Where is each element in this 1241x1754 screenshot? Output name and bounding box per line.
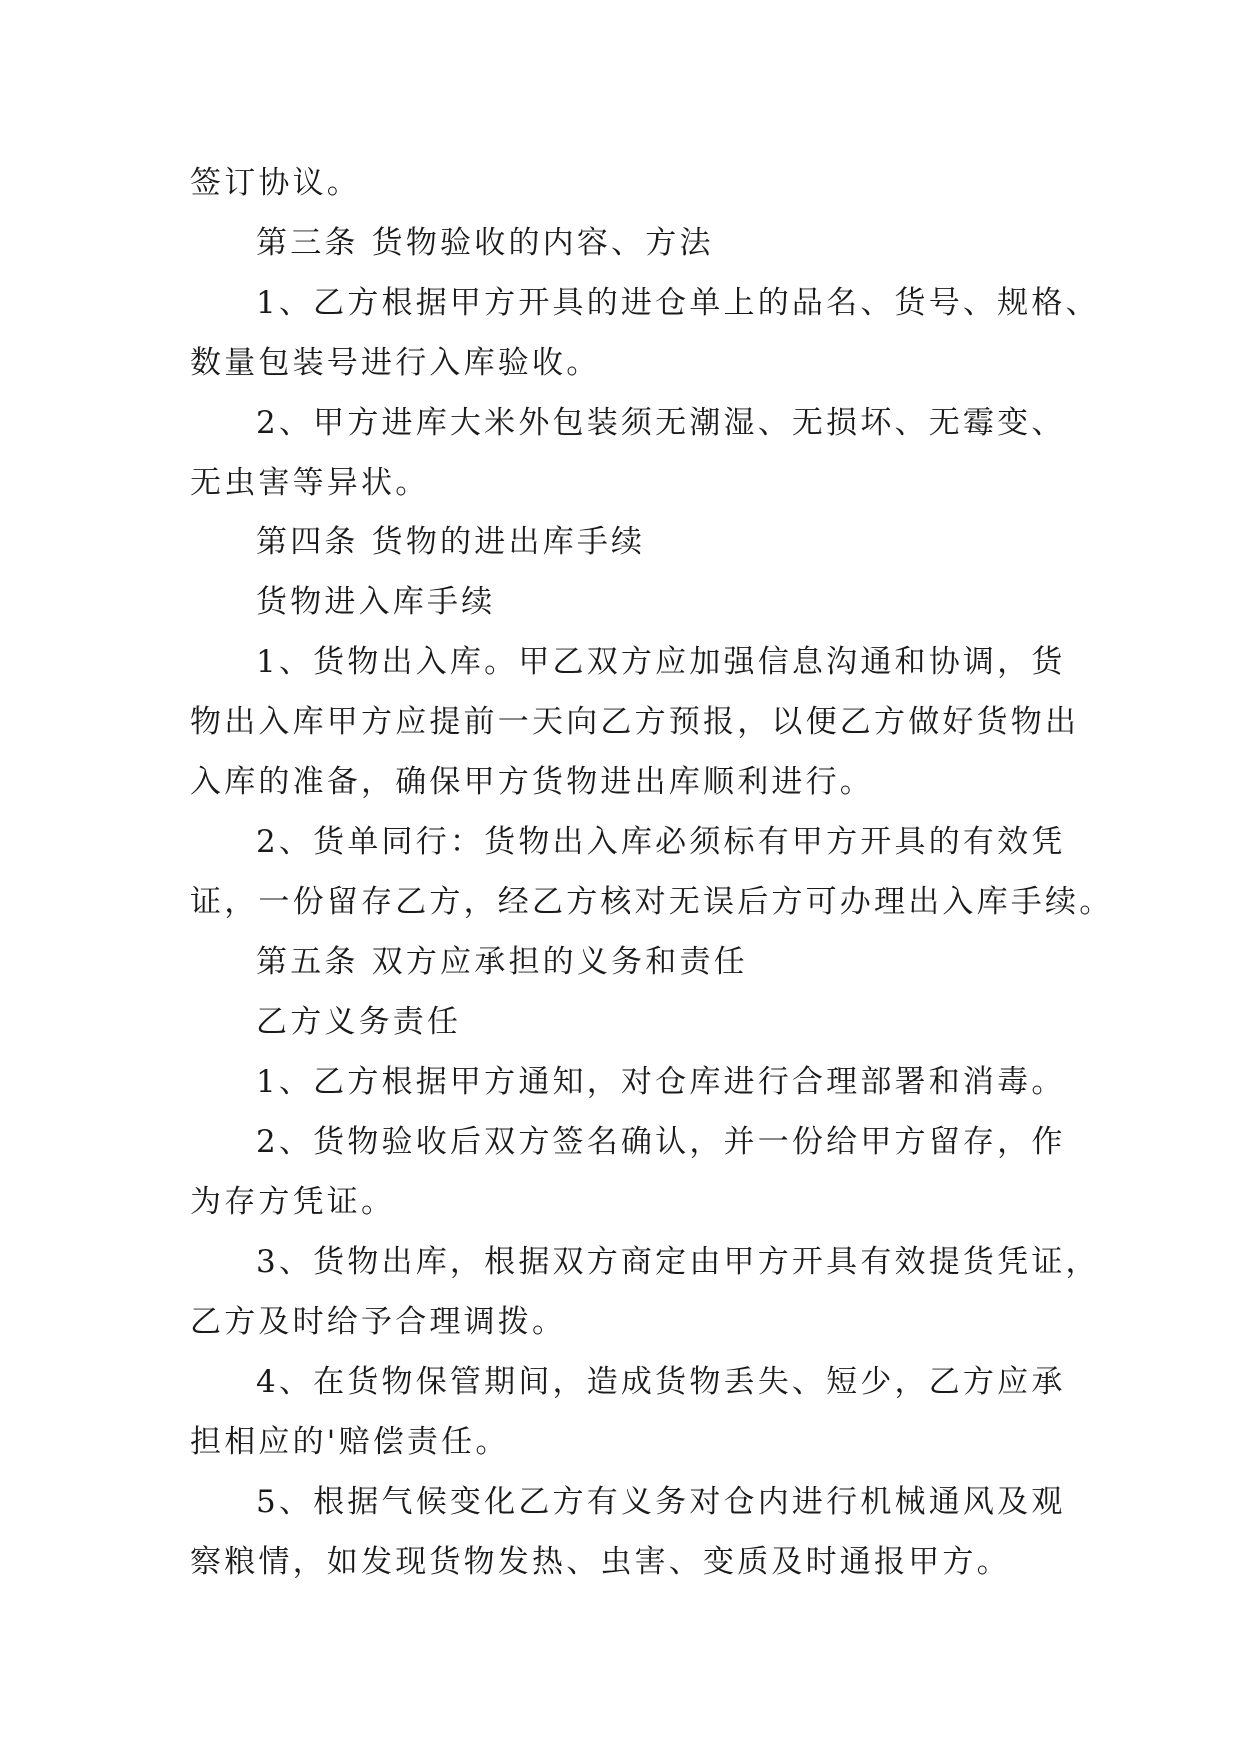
text-line: 2、甲方进库大米外包装须无潮湿、无损坏、无霉变、 [256,405,1066,441]
article-heading: 第三条 货物验收的内容、方法 [256,225,714,261]
text-line: 察粮情，如发现货物发热、虫害、变质及时通报甲方。 [190,1544,1011,1580]
article-heading: 第五条 双方应承担的义务和责任 [256,944,748,980]
text-line: 乙方及时给予合理调拨。 [190,1304,567,1340]
text-line: 入库的准备，确保甲方货物进出库顺利进行。 [190,764,874,800]
text-line: 3、货物出库，根据双方商定由甲方开具有效提货凭证， [256,1244,1100,1280]
text-line: 4、在货物保管期间，造成货物丢失、短少，乙方应承 [256,1364,1066,1400]
text-line: 1、货物出入库。甲乙双方应加强信息沟通和协调，货 [256,644,1066,680]
text-line: 2、货物验收后双方签名确认，并一份给甲方留存，作 [256,1124,1066,1160]
text-line: 签订协议。 [190,165,361,201]
section-heading: 货物进入库手续 [256,584,496,620]
text-line: 数量包装号进行入库验收。 [190,345,601,381]
text-line: 无虫害等异状。 [190,465,430,501]
text-line: 2、货单同行：货物出入库必须标有甲方开具的有效凭 [256,824,1066,860]
text-line: 5、根据气候变化乙方有义务对仓内进行机械通风及观 [256,1484,1066,1520]
article-heading: 第四条 货物的进出库手续 [256,524,646,560]
text-line: 为存方凭证。 [190,1184,396,1220]
text-line: 担相应的'赔偿责任。 [190,1424,510,1460]
text-line: 物出入库甲方应提前一天向乙方预报，以便乙方做好货物出 [190,704,1080,740]
text-line: 证，一份留存乙方，经乙方核对无误后方可办理出入库手续。 [190,884,1114,920]
section-heading: 乙方义务责任 [256,1004,462,1040]
text-line: 1、乙方根据甲方开具的进仓单上的品名、货号、规格、 [256,285,1100,321]
text-line: 1、乙方根据甲方通知，对仓库进行合理部署和消毒。 [256,1064,1066,1100]
